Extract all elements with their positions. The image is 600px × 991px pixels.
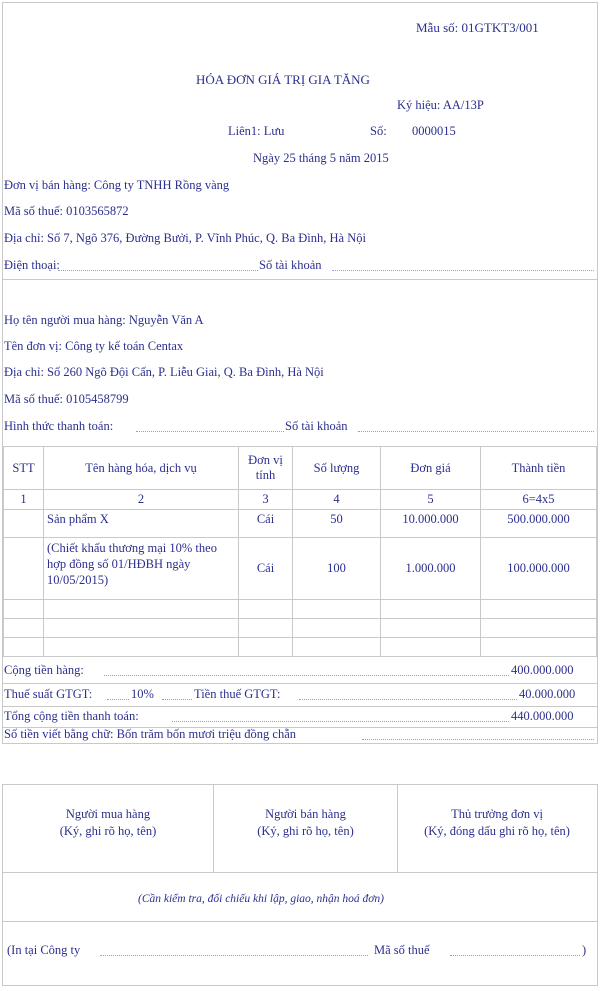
goods-total-value: 400.000.000 [511, 663, 574, 677]
table-index-row [4, 490, 597, 510]
buyer-tax-code: Mã số thuế: 0105458799 [4, 392, 129, 406]
table-cell: Cái [239, 510, 293, 538]
table-header-row [4, 447, 597, 490]
col-header-stt: STT [4, 447, 44, 490]
director-signature-title: Thủ trưởng đơn vị [451, 807, 543, 821]
form-number: Mẫu số: 01GTKT3/001 [416, 20, 539, 35]
table-cell: 6=4x5 [481, 490, 597, 510]
invoice-number: 0000015 [412, 124, 456, 138]
amount-in-words: Số tiền viết bằng chữ: Bốn trăm bốn mươi triệu đồng chẵn [4, 727, 296, 741]
table-cell [4, 538, 44, 600]
director-signature-note: (Ký, đóng dấu ghi rõ họ, tên) [424, 824, 570, 838]
buyer-address: Địa chỉ: Số 260 Ngõ Đội Cấn, P. Liễu Giai, Q. Ba Đình, Hà Nội [4, 365, 324, 379]
table-row-empty [4, 600, 597, 619]
col-header-amount: Thành tiền [481, 447, 597, 490]
buyer-signature-block [3, 784, 213, 872]
table-cell: 50 [293, 510, 381, 538]
table-cell: 10.000.000 [381, 510, 481, 538]
buyer-signature-title: Người mua hàng [65, 807, 151, 821]
check-note: (Cần kiểm tra, đối chiếu khi lập, giao, nhận hoá đơn) [138, 893, 385, 905]
vat-rate-value: 10% [131, 687, 154, 701]
buyer-signature-note: (Ký, ghi rõ họ, tên) [59, 824, 157, 838]
seller-signature-note: (Ký, ghi rõ họ, tên) [257, 824, 354, 838]
table-row-empty [4, 619, 597, 638]
table-cell: (Chiết khấu thương mại 10% theo hợp đồng số 01/HĐBH ngày 10/05/2015) [44, 538, 239, 600]
printed-tax-label: Mã số thuế [374, 943, 430, 957]
seller-name: Đơn vị bán hàng: Công ty TNHH Rồng vàng [4, 178, 230, 192]
buyer-unit: Tên đơn vị: Công ty kế toán Centax [4, 339, 184, 353]
vat-rate-label: Thuế suất GTGT: [4, 687, 93, 701]
table-cell: 5 [381, 490, 481, 510]
printed-close: ) [582, 943, 587, 957]
invoice-symbol: Ký hiệu: AA/13P [397, 98, 484, 112]
director-signature-block [398, 784, 596, 872]
printed-by-label: (In tại Công ty [7, 943, 81, 957]
grand-total-value: 440.000.000 [511, 709, 574, 723]
table-cell: 500.000.000 [481, 510, 597, 538]
invoice-date: Ngày 25 tháng 5 năm 2015 [253, 151, 389, 165]
invoice-title: HÓA ĐƠN GIÁ TRỊ GIA TĂNG [196, 72, 370, 87]
col-header-name: Tên hàng hóa, dịch vụ [44, 447, 239, 490]
grand-total-label: Tổng cộng tiền thanh toán: [4, 709, 139, 723]
vat-amount-label: Tiền thuế GTGT: [194, 687, 281, 701]
col-header-price: Đơn giá [381, 447, 481, 490]
col-header-quantity: Số lượng [293, 447, 381, 490]
goods-total-label: Cộng tiền hàng: [4, 663, 84, 677]
table-row [4, 538, 597, 600]
invoice-copy: Liên1: Lưu [228, 124, 285, 138]
table-cell: 2 [44, 490, 239, 510]
table-cell: Cái [239, 538, 293, 600]
vat-amount-value: 40.000.000 [519, 687, 576, 701]
table-cell: 3 [239, 490, 293, 510]
table-cell: 100.000.000 [481, 538, 597, 600]
seller-signature-title: Người bán hàng [265, 807, 346, 821]
col-header-unit: Đơn vị tính [239, 447, 293, 490]
table-cell: 1.000.000 [381, 538, 481, 600]
table-cell: Sản phẩm X [44, 510, 239, 538]
items-table [3, 446, 597, 657]
seller-signature-block [213, 784, 398, 872]
seller-phone-label: Điện thoại: [4, 258, 60, 272]
table-row-empty [4, 638, 597, 657]
buyer-name: Họ tên người mua hàng: Nguyễn Văn A [4, 313, 204, 327]
table-cell: 100 [293, 538, 381, 600]
buyer-account-label: Số tài khoản [285, 419, 348, 433]
seller-account-label: Số tài khoản [259, 258, 322, 272]
table-cell: 1 [4, 490, 44, 510]
table-cell: 4 [293, 490, 381, 510]
invoice-number-label: Số: [370, 124, 387, 138]
seller-tax-code: Mã số thuế: 0103565872 [4, 204, 129, 218]
seller-address: Địa chỉ: Số 7, Ngõ 376, Đường Bưởi, P. Vĩnh Phúc, Q. Ba Đình, Hà Nội [4, 231, 366, 245]
table-cell [4, 510, 44, 538]
payment-method-label: Hình thức thanh toán: [4, 419, 114, 433]
table-row [4, 510, 597, 538]
